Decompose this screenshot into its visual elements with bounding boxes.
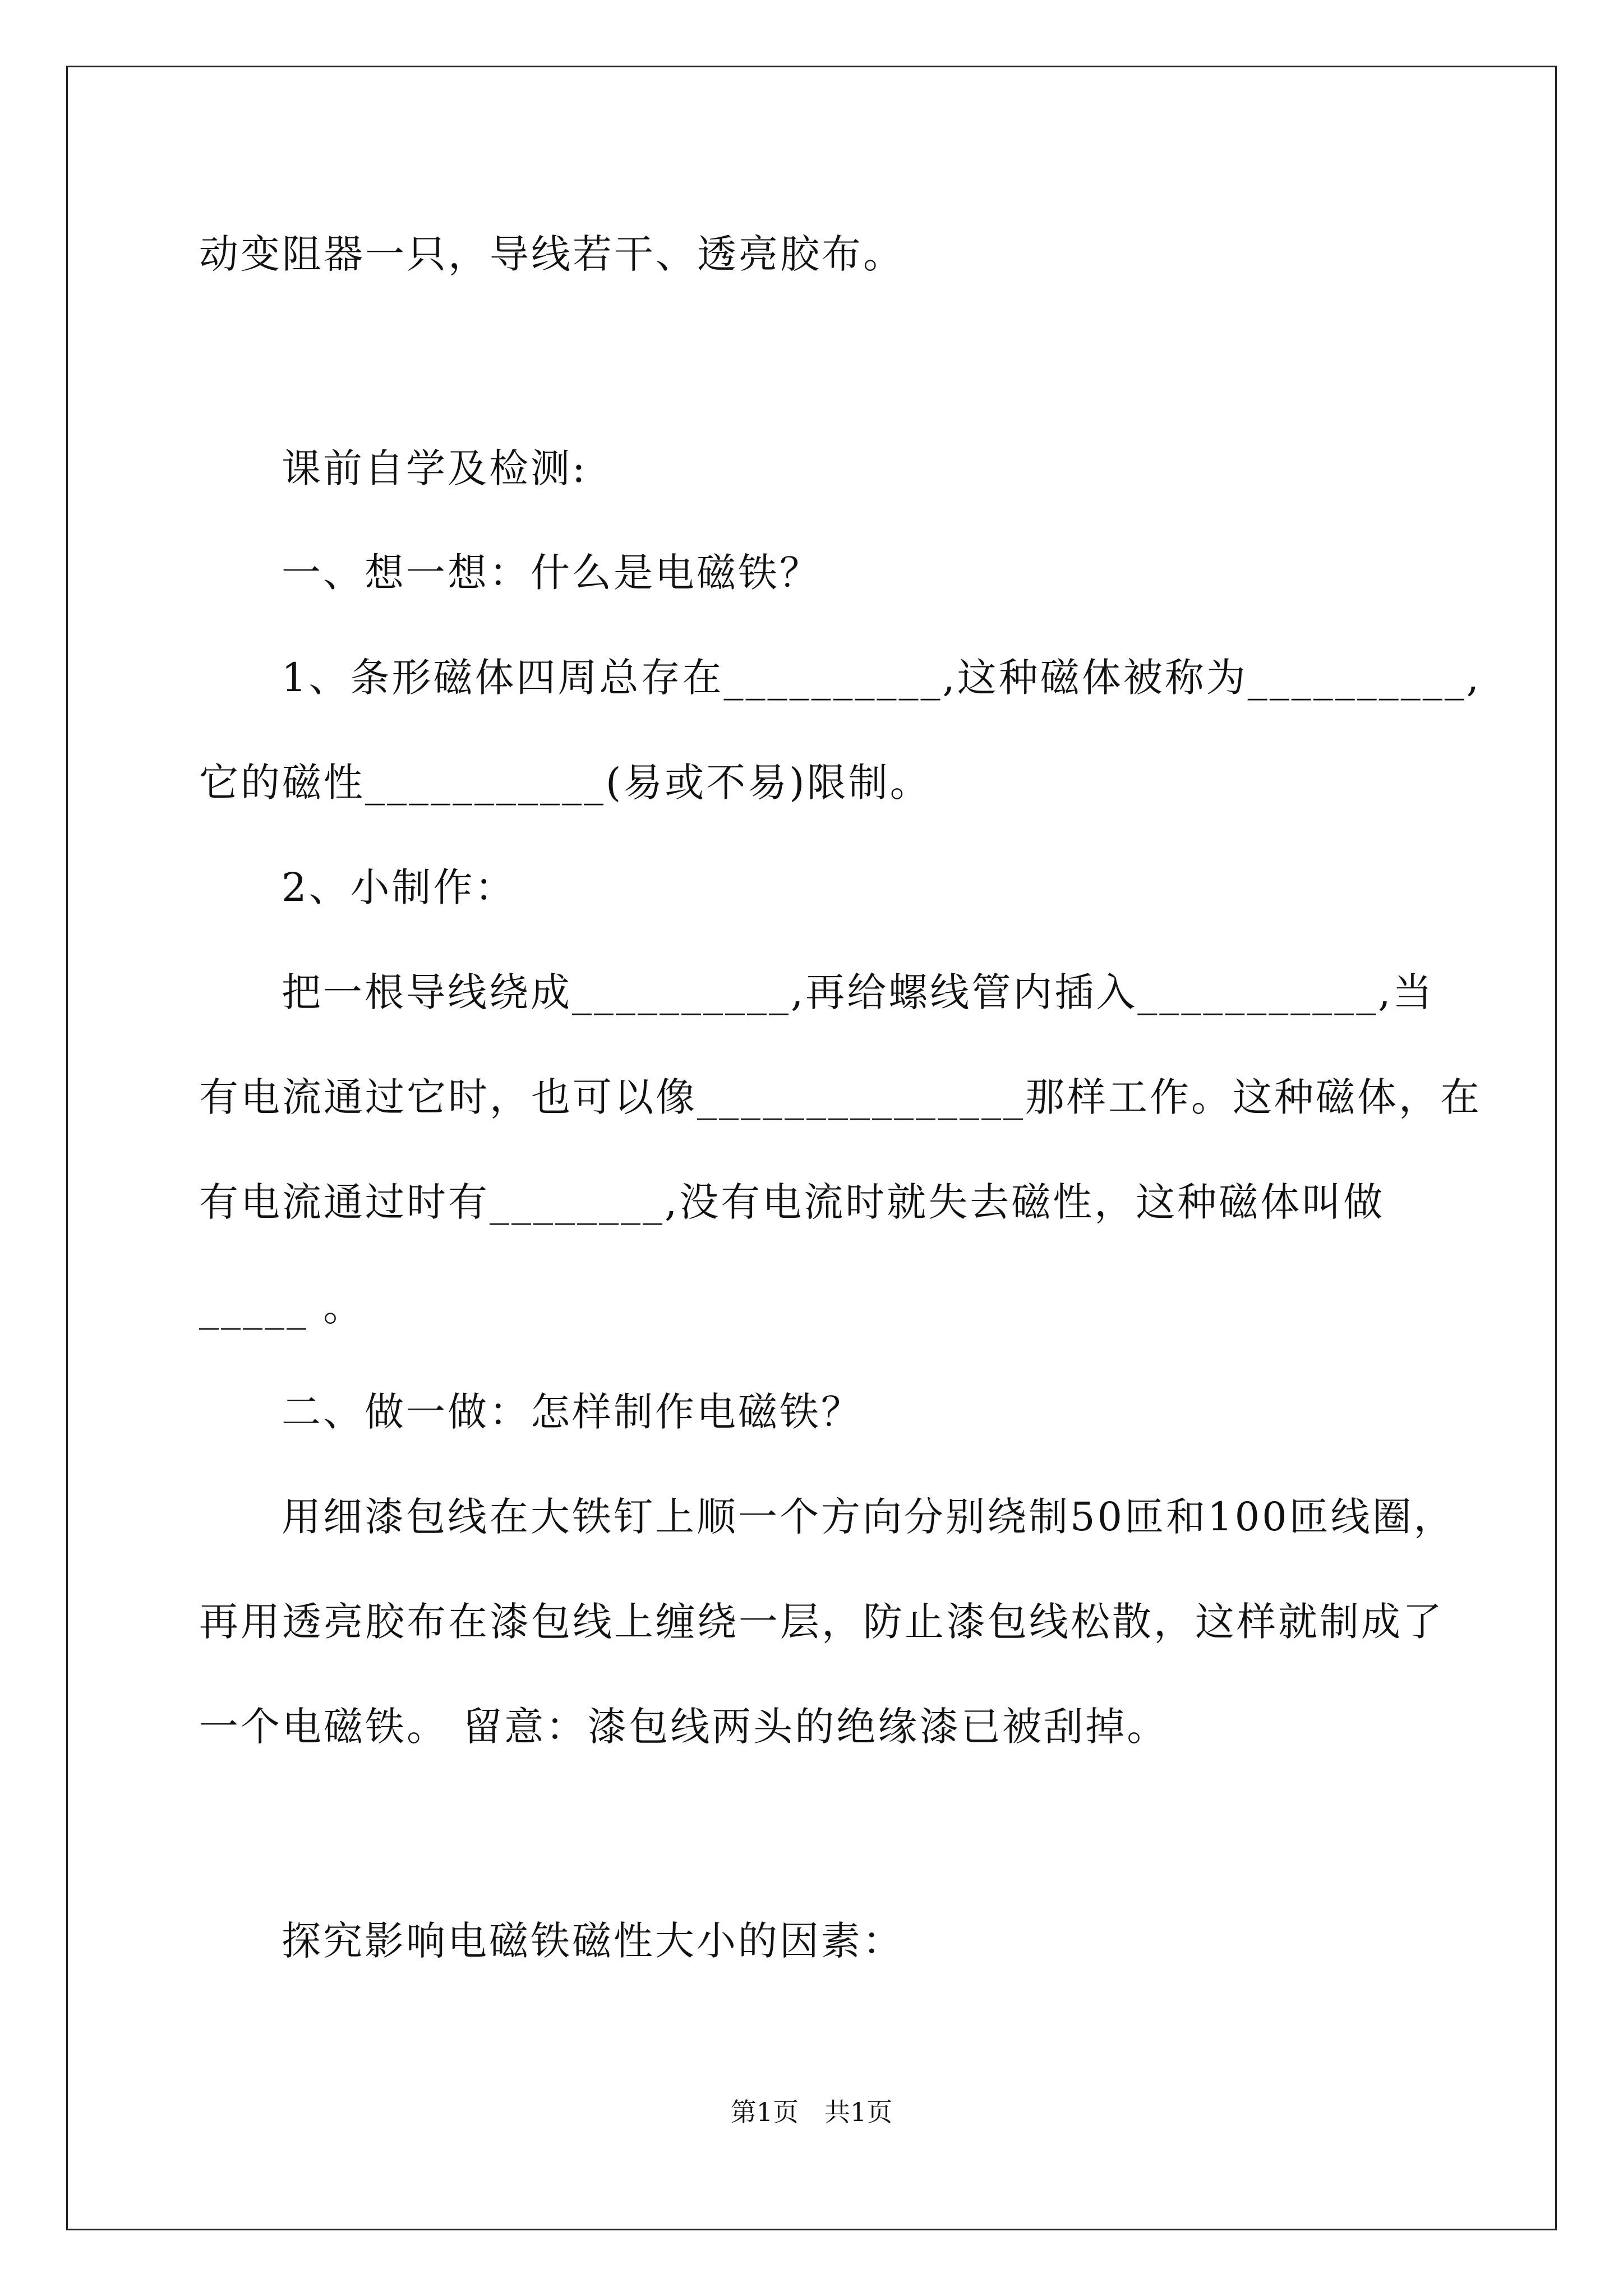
question-heading-1: 一、想一想：什么是电磁铁？ xyxy=(282,550,821,596)
section-heading-preview: 课前自学及检测: xyxy=(282,445,588,491)
page-number-footer: 第1页 共1页 xyxy=(730,2097,893,2127)
make-line-3: 一个电磁铁。 留意：漆包线两头的绝缘漆已被刮掉。 xyxy=(199,1704,1169,1750)
make-line-2: 再用透亮胶布在漆包线上缠绕一层，防止漆包线松散，这样就制成了 xyxy=(199,1599,1444,1645)
question-1-line-1: 1、条形磁体四周总存在__________,这种磁体被称为__________, xyxy=(282,655,1482,701)
page-border xyxy=(66,66,1557,2230)
question-2-line-2: 有电流通过它时，也可以像_______________那样工作。这种磁体，在 xyxy=(199,1074,1482,1120)
section-heading-make: 二、做一做：怎样制作电磁铁？ xyxy=(282,1389,863,1435)
make-line-1: 用细漆包线在大铁钉上顺一个方向分别绕制50匝和100匝线圈， xyxy=(282,1494,1455,1540)
question-2-heading: 2、小制作： xyxy=(282,864,517,910)
question-1-line-2: 它的磁性___________(易或不易)限制。 xyxy=(199,760,932,806)
question-2-line-4: _____ 。 xyxy=(199,1284,365,1330)
question-2-line-1: 把一根导线绕成__________,再给螺线管内插入___________,当 xyxy=(282,969,1435,1015)
explore-heading: 探究影响电磁铁磁性大小的因素： xyxy=(282,1918,904,1964)
text-line-materials: 动变阻器一只，导线若干、透亮胶布。 xyxy=(199,231,905,277)
question-2-line-3: 有电流通过时有________,没有电流时就失去磁性，这种磁体叫做 xyxy=(199,1179,1385,1225)
